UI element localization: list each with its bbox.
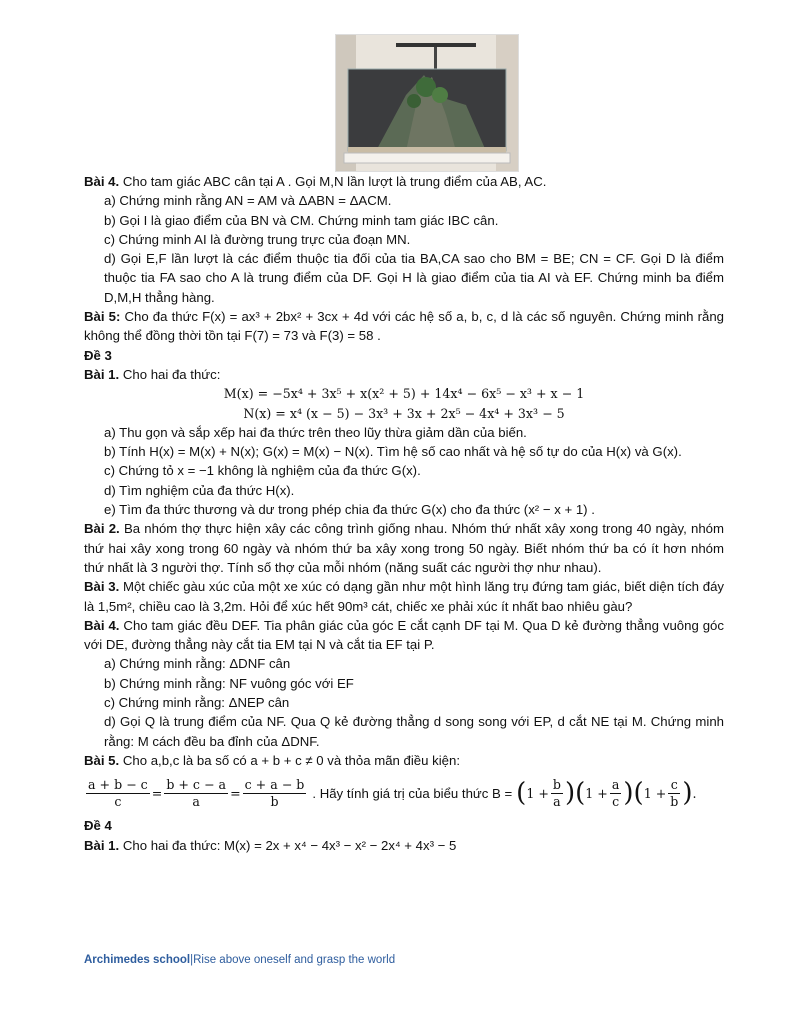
polynomial-definition: [84, 404, 724, 423]
exercise-subitem: [84, 712, 724, 751]
exercise-heading: [84, 519, 724, 577]
denominator: a: [553, 793, 561, 809]
denominator: a: [192, 793, 200, 809]
exercise-subitem: [84, 674, 724, 693]
polynomial-definition: [84, 384, 724, 403]
fraction: [164, 777, 228, 810]
exercise-text: Một chiếc gàu xúc của một xe xúc có dạng gần như một hình lăng trụ đứng tam giác, biết diện tích đáy là 1,5m², chiều cao là 3,2m. Hỏi để xúc hết 90m³ cát, chiếc xe phải xúc ít nhất bao nhiêu gàu?: [84, 579, 724, 614]
exercise-label: Bài 2.: [84, 521, 120, 537]
exercise-label: Bài 4.: [84, 617, 120, 633]
numerator: b + c − a: [166, 776, 227, 792]
equals-sign: =: [151, 785, 163, 801]
exercise-text: d) Gọi Q là trung điểm của NF. Qua Q kẻ đường thẳng d song song với EP, d cắt NE tại M. Chứng minh rằng: M cách đều ba đỉnh của ΔDNF.: [104, 714, 724, 749]
numerator: a: [611, 776, 620, 792]
exercise-text: a) Chứng minh rằng AN = AM và ΔABN = ΔACM.: [104, 193, 392, 209]
document-body: [84, 172, 724, 855]
denominator: b: [270, 793, 279, 809]
factor-one-plus: 1 +: [585, 785, 608, 801]
exercise-text: b) Tính H(x) = M(x) + N(x); G(x) = M(x) − N(x). Tìm hệ số cao nhất và hệ số tự do của H(x) và G(x).: [104, 444, 682, 460]
fraction: [668, 777, 680, 810]
exercise-heading: [84, 365, 724, 384]
exercise-subitem: [84, 654, 724, 673]
exercise-subitem: [84, 481, 724, 500]
exercise-text: e) Tìm đa thức thương và dư trong phép chia đa thức G(x) cho đa thức (x² − x + 1) .: [104, 502, 595, 518]
aquarium-photo: [335, 34, 519, 172]
exercise-label: Bài 4.: [84, 174, 120, 189]
exercise-text: d) Gọi E,F lần lượt là các điểm thuộc tia đối của tia BA,CA sao cho BM = BE; CN = CF. Gọi D là điểm thuộc tia FA sao cho A là trung điểm của DF. Gọi H là giao điểm của tia AI và EF. Chứng minh ba điểm D,M,H thẳng hàng.: [104, 251, 724, 305]
denominator: b: [670, 793, 679, 809]
numerator: b: [552, 776, 561, 792]
exercise-subitem: [84, 211, 724, 230]
numerator: a + b − c: [88, 776, 148, 792]
exercise-label: Đề 3: [84, 347, 112, 363]
exercise-text: c) Chứng minh rằng: ΔNEP cân: [104, 695, 290, 711]
exercise-heading: [84, 751, 724, 770]
factor-one-plus: 1 +: [643, 785, 667, 801]
fraction: [610, 777, 622, 810]
exercise-text: a) Chứng minh rằng: ΔDNF cân: [104, 656, 291, 672]
exercise-heading: [84, 346, 724, 365]
exercise-label: Bài 3.: [84, 579, 120, 595]
exercise-text: M(x) = −5x⁴ + 3x⁵ + x(x² + 5) + 14x⁴ − 6x⁵ − x³ + x − 1: [223, 386, 585, 402]
footer-separator: |: [190, 954, 194, 966]
exercise-text: Cho tam giác đều DEF. Tia phân giác của góc E cắt cạnh DF tại M. Qua D kẻ đường thẳng vuông góc với DE, đường thẳng này cắt tia EM tại N và cắt tia EF tại P.: [84, 617, 724, 653]
fraction: [551, 777, 563, 810]
exercise-label: Đề 4: [84, 818, 112, 834]
exercise-text: N(x) = x⁴ (x − 5) − 3x³ + 3x + 2x⁵ − 4x⁴ + 3x³ − 5: [243, 405, 565, 421]
exercise-label: Bài 5.: [84, 752, 120, 768]
parenthesis: ): [564, 777, 576, 808]
school-name: Archimedes school: [84, 954, 191, 966]
exercise-subitem: [84, 442, 724, 461]
exercise-text: b) Gọi I là giao điểm của BN và CM. Chứng minh tam giác IBC cân.: [104, 212, 499, 228]
exercise-subitem: [84, 423, 724, 442]
exercise-text: Cho hai đa thức:: [119, 366, 221, 382]
exercise-text: c) Chứng minh AI là đường trung trực của đoạn MN.: [104, 231, 411, 247]
exercise-label: Bài 1.: [84, 366, 120, 382]
exercise-text: d) Tìm nghiệm của đa thức H(x).: [104, 482, 295, 498]
exercise-text: b) Chứng minh rằng: NF vuông góc với EF: [104, 675, 354, 691]
fraction: [86, 777, 150, 810]
exercise-text: a) Thu gọn và sắp xếp hai đa thức trên theo lũy thừa giảm dần của biến.: [104, 424, 527, 440]
exercise-heading: [84, 307, 724, 346]
exercise-text: Cho đa thức F(x) = ax³ + 2bx² + 3cx + 4d với các hệ số a, b, c, d là các số nguyên. Chứng minh rằng không thể đồng thời tồn tại F(7) = 73 và F(3) = 58 .: [84, 309, 724, 344]
exercise-subitem: [84, 461, 724, 480]
exercise-text: c) Chứng tỏ x = −1 không là nghiệm của đa thức G(x).: [104, 463, 421, 479]
equals-sign: =: [230, 785, 241, 801]
exercise-heading: [84, 836, 724, 855]
school-slogan: Rise above oneself and grasp the world: [193, 954, 396, 966]
denominator: c: [114, 793, 122, 809]
numerator: c: [668, 777, 680, 794]
exercise-label: Bài 1.: [84, 837, 120, 853]
factor-one-plus: 1 +: [526, 785, 549, 801]
exercise-label: Bài 5:: [84, 309, 121, 325]
parenthesis: ): [682, 777, 693, 808]
fraction-condition: [84, 770, 724, 816]
exercise-subitem: [84, 693, 724, 712]
exercise-subitem: [84, 500, 724, 519]
exercise-text: Cho hai đa thức: M(x) = 2x + x⁴ − 4x³ − x² − 2x⁴ + 4x³ − 5: [119, 837, 457, 853]
parenthesis: (: [575, 777, 586, 808]
parenthesis: ): [623, 777, 634, 808]
exercise-subitem: [84, 249, 724, 307]
parenthesis: (: [633, 777, 644, 808]
exercise-text: Cho tam giác ABC cân tại A . Gọi M,N lần lượt là trung điểm của AB, AC.: [119, 174, 547, 189]
exercise-subitem: [84, 191, 724, 210]
fraction: [243, 777, 307, 810]
parenthesis: (: [516, 777, 527, 808]
exercise-subitem: [84, 230, 724, 249]
exercise-heading: [84, 816, 724, 835]
footer: [84, 954, 395, 966]
exercise-heading: [84, 577, 724, 616]
denominator: c: [612, 793, 620, 809]
exercise-text: Ba nhóm thợ thực hiện xây các công trình giống nhau. Nhóm thứ nhất xây xong trong 40 ngày, nhóm thứ hai xây xong trong 60 ngày và nhóm thứ ba xây xong trong 50 ngày. Biết nhóm thứ ba có ít hơn nhóm thứ nhất là 3 người thợ. Tính số thợ của mỗi nhóm (năng suất các người thợ như nhau).: [84, 521, 724, 575]
expression-intro: . Hãy tính giá trị của biểu thức B =: [312, 785, 513, 801]
exercise-heading: [84, 172, 724, 191]
exercise-text: Cho a,b,c là ba số có a + b + c ≠ 0 và thỏa mãn điều kiện:: [119, 752, 460, 768]
numerator: c + a − b: [244, 776, 305, 792]
exercise-heading: [84, 616, 724, 655]
period: .: [692, 785, 697, 801]
